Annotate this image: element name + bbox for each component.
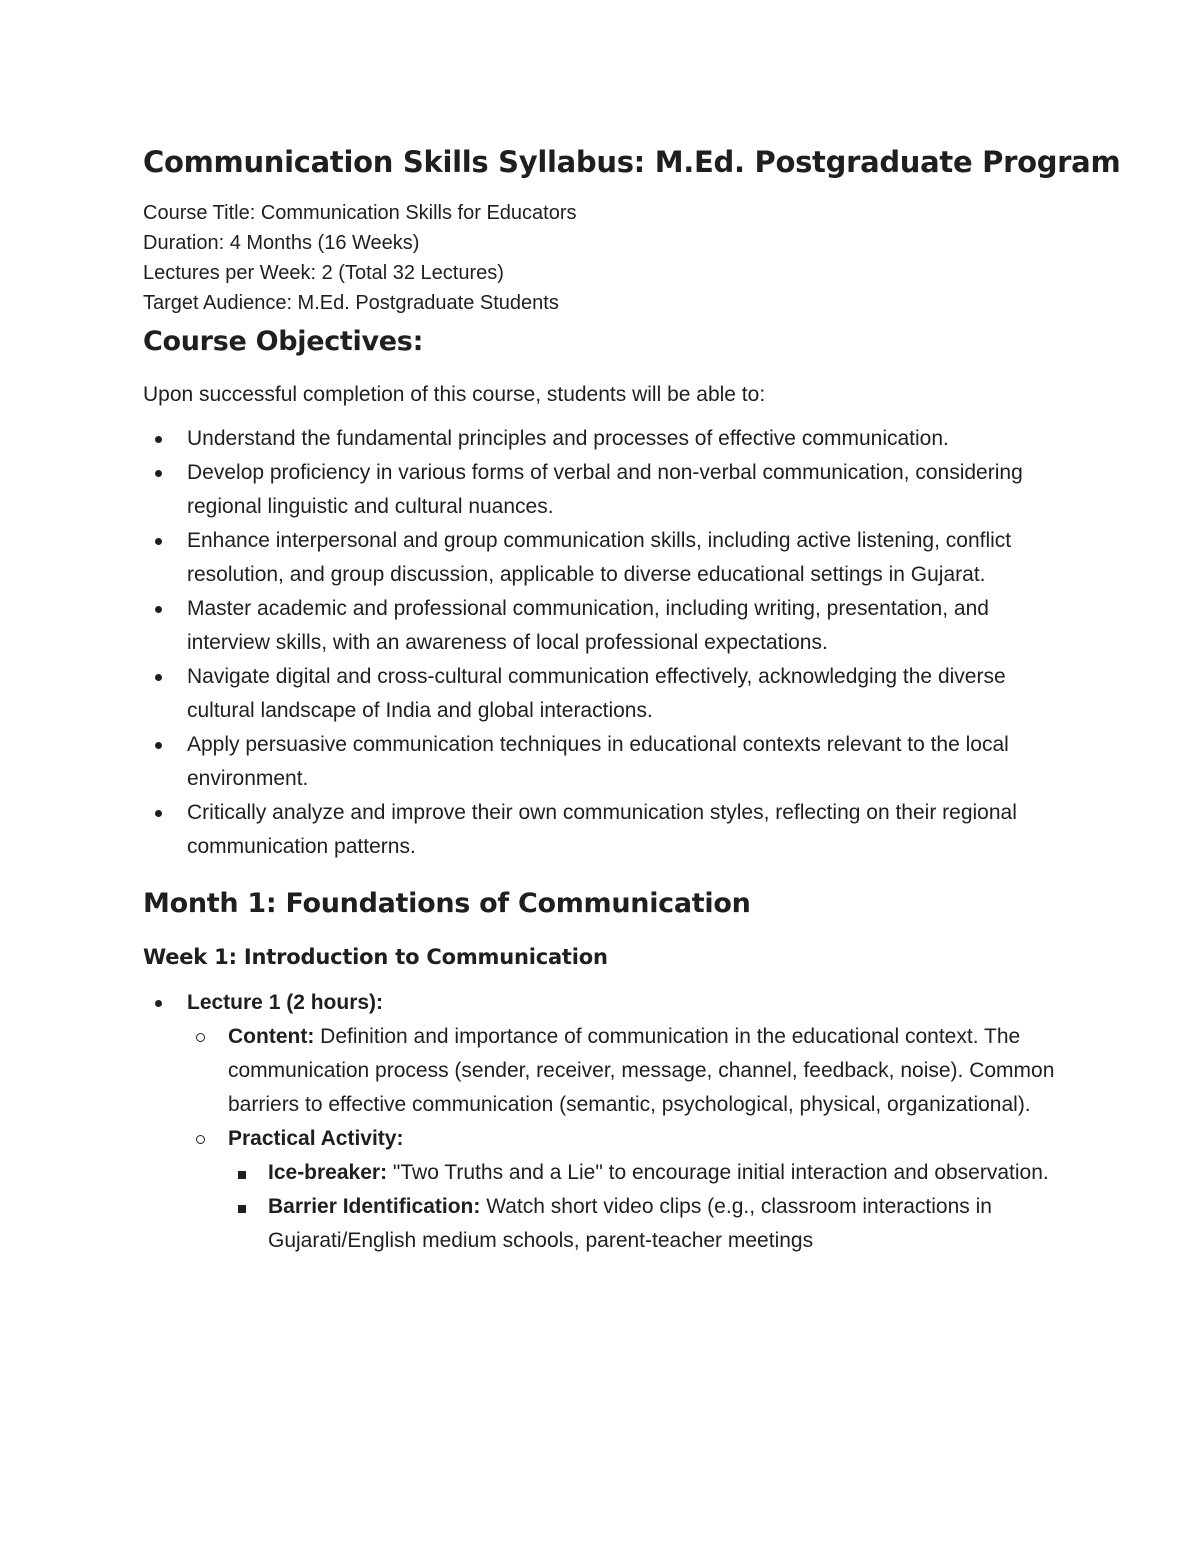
objective-text: Understand the fundamental principles and processes of effective communication.	[187, 427, 949, 450]
activity-subitem-text: Watch short video clips (e.g., classroom interactions in Gujarati/English medium schools, parent-teacher meetings	[268, 1195, 992, 1252]
lectures-line: Lectures per Week: 2 (Total 32 Lectures)	[143, 262, 504, 284]
objectives-intro: Upon successful completion of this course, students will be able to:	[143, 383, 766, 406]
document-title: Communication Skills Syllabus: M.Ed. Postgraduate Program	[143, 145, 1121, 179]
content-text: Definition and importance of communication in the educational context. The communication process (sender, receiver, message, channel, feedback, noise). Common barriers to effective communication (semantic, psychological, physical, organizational).	[228, 1025, 1055, 1116]
bullet-circle-icon	[196, 1135, 205, 1144]
bullet-disc-icon	[155, 1000, 162, 1007]
activity-subitem	[228, 1156, 1063, 1190]
activity-subitem-label: Barrier Identification:	[268, 1195, 481, 1218]
week-heading: Week 1: Introduction to Communication	[143, 945, 608, 969]
bullet-disc-icon	[155, 606, 162, 613]
document-page	[143, 140, 1121, 1258]
objectives-heading: Course Objectives:	[143, 326, 424, 357]
objective-text: Develop proficiency in various forms of verbal and non-verbal communication, considering regional linguistic and cultural nuances.	[187, 461, 1023, 518]
audience-line: Target Audience: M.Ed. Postgraduate Students	[143, 292, 559, 314]
lecture-details-list	[187, 1020, 1063, 1258]
activity-subitem-label: Ice-breaker:	[268, 1161, 388, 1184]
activity-subitem	[228, 1190, 1063, 1258]
bullet-disc-icon	[155, 810, 162, 817]
objective-text: Critically analyze and improve their own communication styles, reflecting on their regional communication patterns.	[187, 801, 1017, 858]
objective-item	[143, 456, 1063, 524]
course-title-line: Course Title: Communication Skills for Educators	[143, 202, 577, 224]
activity-subitem-text: "Two Truths and a Lie" to encourage initial interaction and observation.	[387, 1161, 1049, 1184]
bullet-square-icon	[238, 1171, 246, 1179]
objective-item	[143, 592, 1063, 660]
objective-item	[143, 728, 1063, 796]
objective-text: Master academic and professional communication, including writing, presentation, and interview skills, with an awareness of local professional expectations.	[187, 597, 989, 654]
activity-item	[187, 1122, 1063, 1258]
month-heading: Month 1: Foundations of Communication	[143, 888, 751, 919]
objective-item	[143, 524, 1063, 592]
objectives-list	[143, 422, 1063, 864]
content-label: Content:	[228, 1025, 315, 1048]
lecture-item	[143, 986, 1063, 1258]
bullet-disc-icon	[155, 470, 162, 477]
objective-item	[143, 796, 1063, 864]
activity-label: Practical Activity:	[228, 1127, 404, 1150]
objective-item	[143, 660, 1063, 728]
bullet-disc-icon	[155, 742, 162, 749]
content-item	[187, 1020, 1063, 1122]
lecture-label: Lecture 1 (2 hours):	[187, 991, 384, 1014]
bullet-disc-icon	[155, 538, 162, 545]
bullet-circle-icon	[196, 1033, 205, 1042]
objective-item	[143, 422, 1063, 456]
bullet-disc-icon	[155, 436, 162, 443]
objective-text: Navigate digital and cross-cultural communication effectively, acknowledging the diverse cultural landscape of India and global interactions.	[187, 665, 1006, 722]
objective-text: Apply persuasive communication techniques in educational contexts relevant to the local environment.	[187, 733, 1009, 790]
activity-list	[228, 1156, 1063, 1258]
duration-line: Duration: 4 Months (16 Weeks)	[143, 232, 420, 254]
bullet-square-icon	[238, 1205, 246, 1213]
bullet-disc-icon	[155, 674, 162, 681]
objective-text: Enhance interpersonal and group communication skills, including active listening, conflict resolution, and group discussion, applicable to diverse educational settings in Gujarat.	[187, 529, 1012, 586]
lecture-list	[143, 986, 1063, 1258]
